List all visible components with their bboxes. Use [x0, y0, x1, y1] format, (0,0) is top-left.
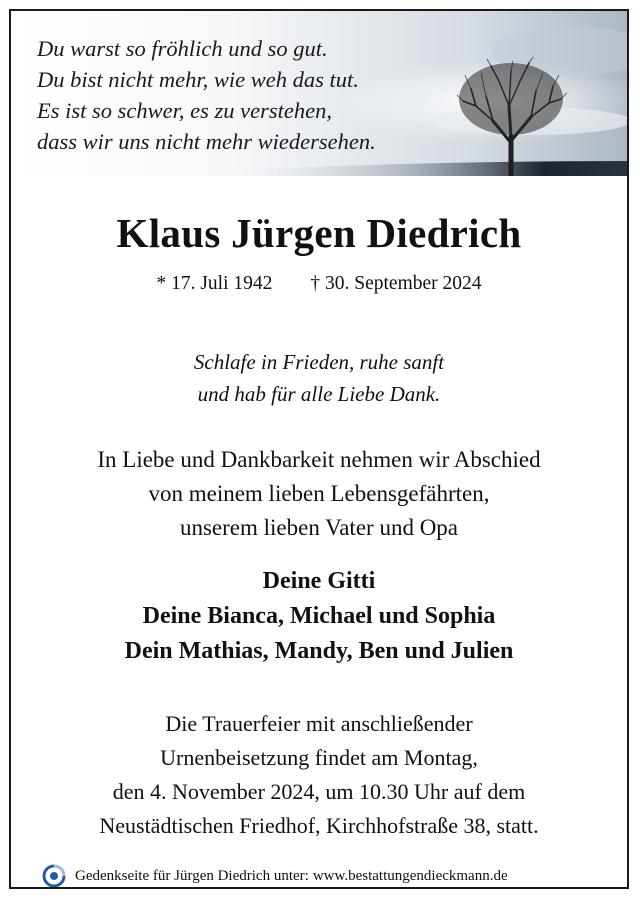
poem-line: Du warst so fröhlich und so gut. — [37, 36, 328, 61]
family-line: Dein Mathias, Mandy, Ben und Julien — [124, 638, 514, 664]
verse-line: Schlafe in Frieden, ruhe sanft — [193, 350, 445, 374]
service-line: Neustädtischen Friedhof, Kirchhofstraße 38, statt. — [99, 813, 539, 838]
family-names — [11, 564, 627, 669]
poem — [37, 33, 376, 157]
funeral-service-info — [11, 707, 627, 843]
tree-icon — [451, 51, 571, 176]
service-line: Die Trauerfeier mit anschließender — [165, 711, 473, 736]
deceased-name: Klaus Jürgen Diedrich — [116, 210, 522, 256]
poem-line: dass wir uns nicht mehr wiedersehen. — [37, 129, 376, 154]
header-banner — [11, 11, 627, 176]
obituary-card — [9, 9, 629, 889]
death-date: † 30. September 2024 — [310, 273, 482, 294]
life-dates — [11, 273, 627, 295]
farewell-line: In Liebe und Dankbarkeit nehmen wir Abschied — [97, 447, 541, 472]
footer-label: Gedenkseite für Jürgen Diedrich unter: — [75, 867, 309, 884]
farewell-line: von meinem lieben Lebensgefährten, — [148, 481, 490, 506]
footer — [41, 863, 512, 889]
farewell-text — [11, 443, 627, 545]
poem-line: Es ist so schwer, es zu verstehen, — [37, 98, 332, 123]
verse — [11, 346, 627, 410]
farewell-line: unserem lieben Vater und Opa — [179, 515, 459, 540]
family-line: Deine Gitti — [262, 568, 376, 594]
birth-date: * 17. Juli 1942 — [156, 273, 273, 294]
verse-line: und hab für alle Liebe Dank. — [197, 382, 441, 406]
poem-line: Du bist nicht mehr, wie weh das tut. — [37, 67, 359, 92]
family-line: Deine Bianca, Michael und Sophia — [142, 603, 496, 629]
service-line: Urnenbeisetzung findet am Montag, — [160, 745, 478, 770]
footer-text — [75, 868, 512, 885]
memorial-logo-icon — [41, 863, 67, 889]
footer-url-link[interactable]: www.bestattungendieckmann.de — [312, 867, 508, 884]
service-line: den 4. November 2024, um 10.30 Uhr auf dem — [112, 779, 526, 804]
